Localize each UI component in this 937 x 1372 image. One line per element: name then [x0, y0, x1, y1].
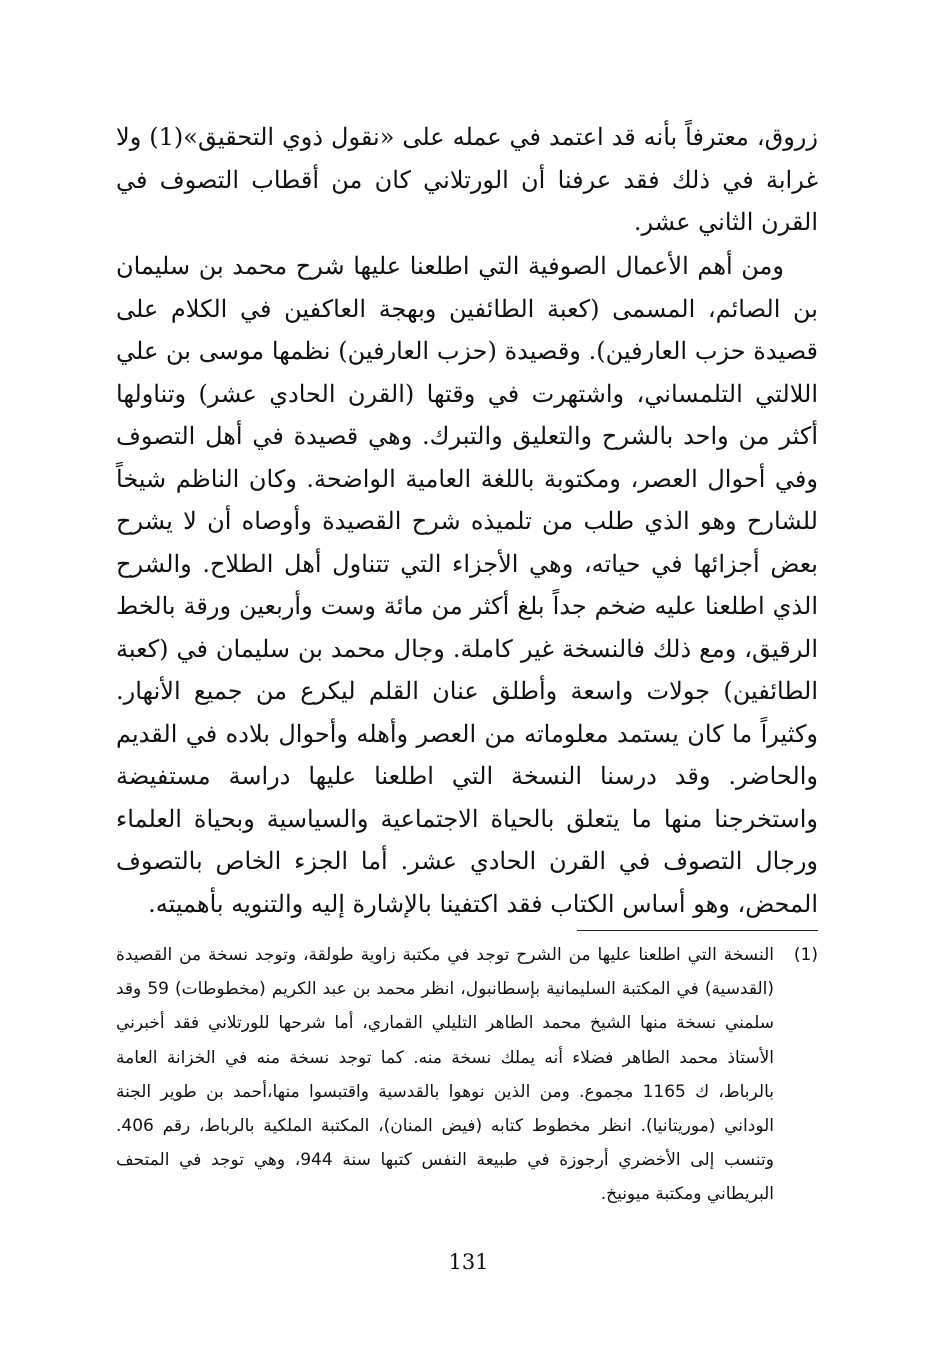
footnote-number: (1): [793, 945, 818, 965]
page-number: 131: [448, 1250, 489, 1274]
paragraph-2: ومن أهم الأعمال الصوفية التي اطلعنا عليها شرح محمد بن سليمان بن الصائم، المسمى (كعبة الطائفين وبهجة العاكفين في الكلام على قصيدة حزب العارفين). وقصيدة (حزب العارفين) نظمها موسى بن علي اللالتي التلمساني، واشتهرت في وقتها (القرن الحادي عشر) وتناولها أكثر من واحد بالشرح والتعليق والتبرك. وهي قصيدة في أهل التصوف وفي أحوال العصر، ومكتوبة باللغة العامية الواضحة. وكان الناظم شيخاً للشارح وهو الذي طلب من تلميذه شرح القصيدة وأوصاه أن لا يشرح بعض أجزائها في حياته، وهي الأجزاء التي تتناول أهل الطلاح. والشرح الذي اطلعنا عليه ضخم جداً بلغ أكثر من مائة وست وأربعين ورقة بالخط الرقيق، ومع ذلك فالنسخة غير كاملة. وجال محمد بن سليمان في (كعبة الطائفين) جولات واسعة وأطلق عنان القلم ليكرع من جميع الأنهار. وكثيراً ما كان يستمد معلوماته من العصر وأهله وأحوال بلاده في القديم والحاضر. وقد درسنا النسخة التي اطلعنا عليها دراسة مستفيضة واستخرجنا منها ما يتعلق بالحياة الاجتماعية والسياسية وبحياة العلماء ورجال التصوف في القرن الحادي عشر. أما الجزء الخاص بالتصوف المحض، وهو أساس الكتاب فقد اكتفينا بالإشارة إليه والتنويه بأهميته.: [116, 252, 818, 918]
footnote-text: النسخة التي اطلعنا عليها من الشرح توجد في مكتبة زاوية طولقة، وتوجد نسخة من القصيدة (القدسية) في المكتبة السليمانية بإسطانبول، انظر محمد بن عبد الكريم (مخطوطات) 59 وقد سلمني نسخة منها الشيخ محمد الطاهر التليلي القماري، أما شرحها للورتلاني فقد أخبرني الأستاذ محمد الطاهر فضلاء أنه يملك نسخة منه. كما توجد نسخة منه في الخزانة العامة بالرباط، ك 1165 مجموع. ومن الذين نوهوا بالقدسية واقتبسوا منها،أحمد بن طوير الجنة الوداني (موريتانيا). انظر مخطوط كتابه (فيض المنان)، المكتبة الملكية بالرباط، رقم 406. وتنسب إلى الأخضري أرجوزة في طبيعة النفس كتبها سنة 944، وهي توجد في المتحف البريطاني ومكتبة ميونيخ.: [116, 945, 774, 1205]
paragraph-1: زروق، معترفاً بأنه قد اعتمد في عمله على «نقول ذوي التحقيق»(1) ولا غرابة في ذلك فقد عرفنا أن الورتلاني كان من أقطاب التصوف في القرن الثاني عشر.: [116, 123, 818, 236]
footnote: [116, 938, 818, 1212]
footnote-separator: [577, 930, 818, 931]
